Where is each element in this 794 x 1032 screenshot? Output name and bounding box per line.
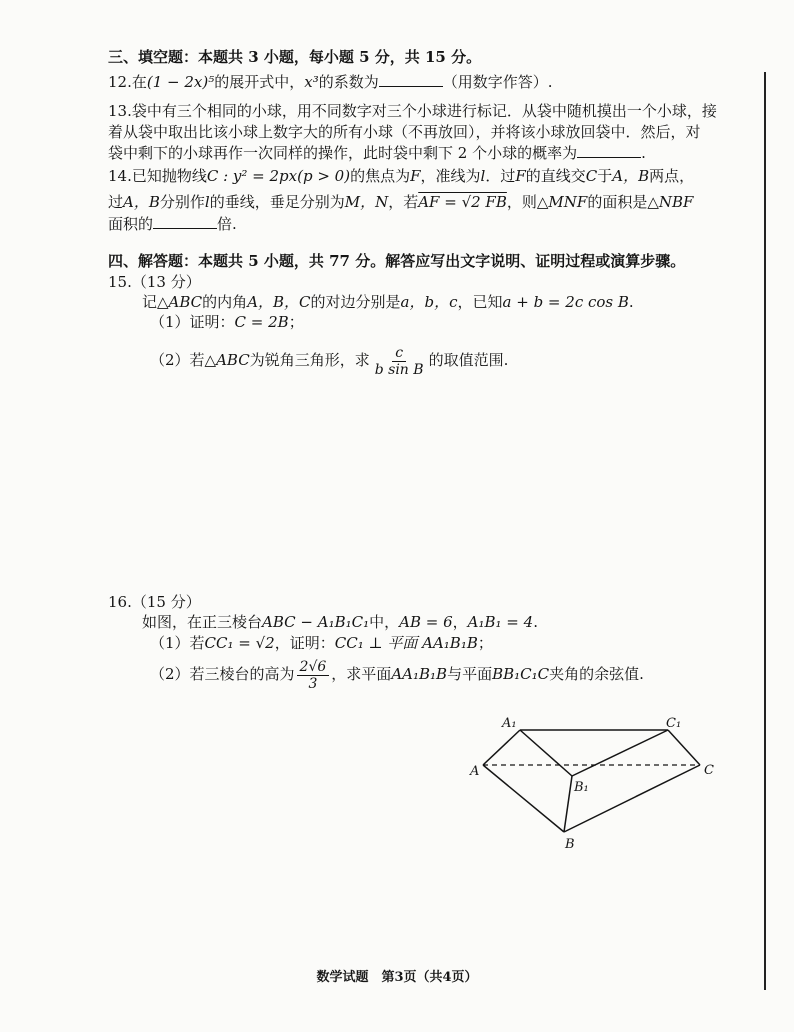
edge-ab (483, 765, 564, 832)
question-14-line2: 过A，B分别作l的垂线，垂足分别为M，N，若AF = √2 FB，则△MNF的面积是△NBF (108, 193, 694, 211)
question-16-stem: 如图，在正三棱台ABC − A₁B₁C₁中，AB = 6，A₁B₁ = 4. (142, 613, 538, 631)
label-b1: B₁ (574, 780, 589, 795)
edge-bb1 (564, 776, 572, 832)
question-15-stem: 记△ABC的内角A，B，C的对边分别是a，b，c，已知a + b = 2c cos B. (142, 293, 634, 311)
answer-blank (379, 72, 443, 87)
q12-term: x³ (304, 73, 319, 91)
question-13-line3: 袋中剩下的小球再作一次同样的操作，此时袋中剩下 2 个小球的概率为 . (108, 144, 646, 162)
label-a: A (470, 764, 480, 779)
question-16-part2: （2）若三棱台的高为 $\frac{2√6}{3}$ ，求平面AA₁B₁B与平面BB₁C₁C夹角的余弦值. (150, 658, 644, 692)
margin-rule (764, 72, 766, 990)
edge-aa1 (483, 730, 520, 765)
question-16-head: 16.（15 分） (108, 593, 201, 611)
label-b: B (565, 837, 575, 852)
question-14-line1: 14.已知抛物线C : y² = 2px(p > 0)的焦点为F，准线为l．过F的直线交C于A，B两点， (108, 167, 695, 185)
label-c1: C₁ (666, 716, 682, 731)
question-14-line3: 面积的 倍. (108, 215, 237, 233)
label-c: C (704, 763, 714, 778)
question-13-line2: 着从袋中取出比该小球上数字大的所有小球（不再放回），并将该小球放回袋中．然后，对 (108, 123, 701, 141)
q14-vector-condition: AF = √2 FB (418, 193, 507, 211)
edge-bc (564, 765, 700, 832)
section3-heading: 三、填空题：本题共 3 小题，每小题 5 分，共 15 分。 (108, 48, 482, 66)
q12-expression: (1 − 2x)⁵ (146, 73, 215, 91)
q15-fraction: $\frac{c}{\text{b sin B}}$ (374, 344, 424, 378)
question-13-line1: 13.袋中有三个相同的小球，用不同数字对三个小球进行标记．从袋中随机摸出一个小球，接 (108, 102, 717, 120)
q16-height-fraction: $\frac{2√6}{3}$ (297, 659, 330, 692)
answer-blank (153, 214, 217, 229)
edge-b1c1 (572, 730, 668, 776)
answer-blank (577, 143, 641, 158)
question-12: 12.在(1 − 2x)⁵的展开式中，x³的系数为 （用数字作答）. (108, 73, 553, 91)
question-16-part1: （1）若CC₁ = √2，证明：CC₁ ⊥ 平面 AA₁B₁B； (150, 634, 493, 652)
page-footer: 数学试题 第3页（共4页） (316, 970, 478, 985)
edge-cc1 (668, 730, 700, 765)
question-15-part1: （1）证明：C = 2B； (150, 313, 304, 331)
label-a1: A₁ (502, 716, 517, 731)
frustum-figure (462, 712, 732, 862)
question-15-part2: （2）若△ABC为锐角三角形，求 $\frac{c}{\text{b sin B}}$ 的取值范围. (150, 344, 509, 378)
section4-heading: 四、解答题：本题共 5 小题，共 77 分。解答应写出文字说明、证明过程或演算步骤。 (108, 252, 686, 270)
edge-a1b1 (520, 730, 572, 776)
question-15-head: 15.（13 分） (108, 273, 201, 291)
